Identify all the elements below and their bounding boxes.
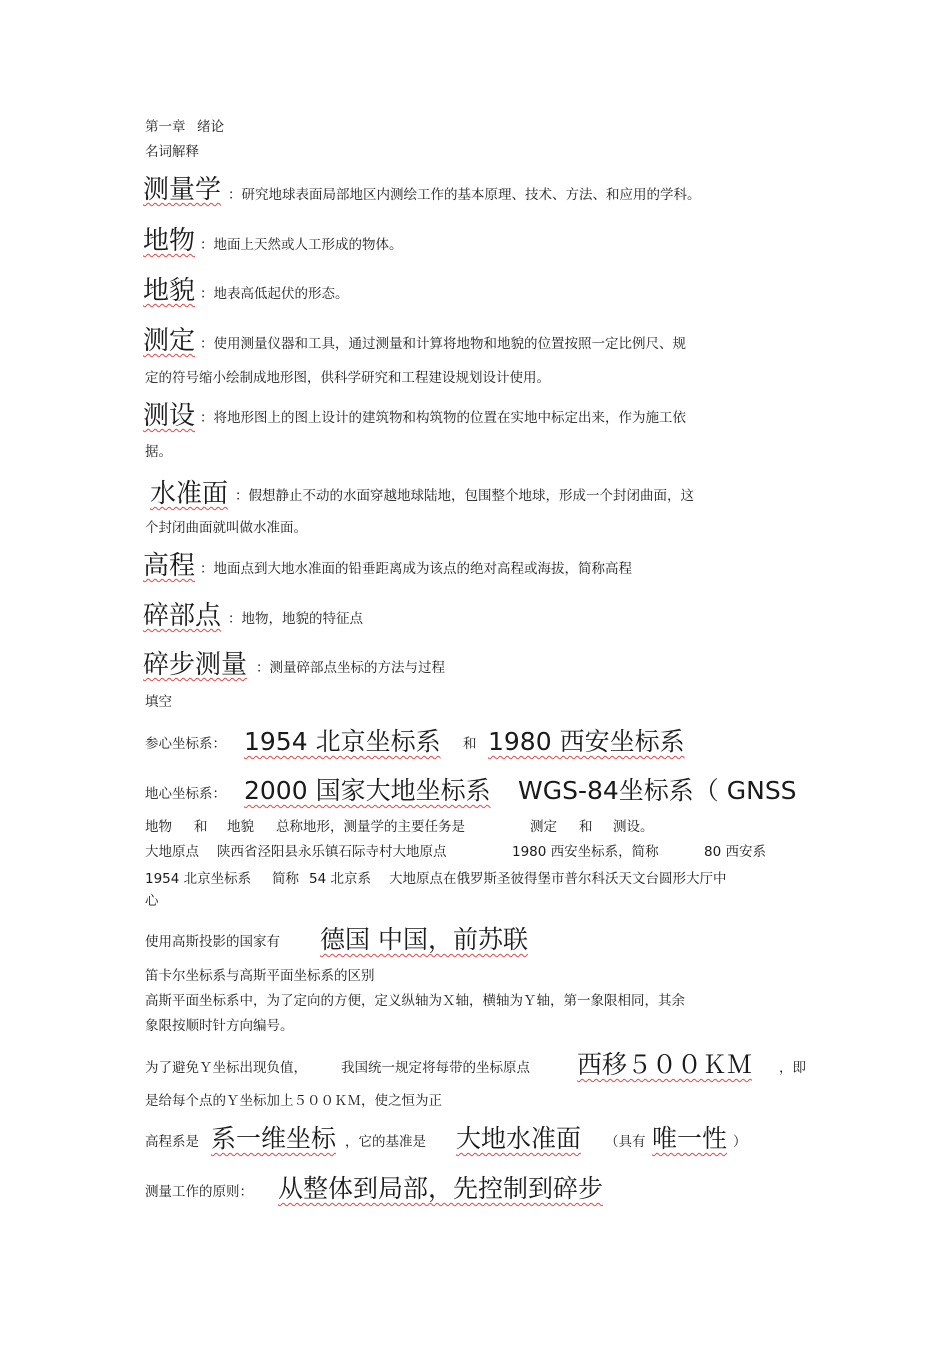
diff-text-2: 象限按顺时针方向编号。 (145, 1018, 294, 1034)
height-datum-label: ，它的基准是 (345, 1134, 426, 1150)
geo-coord-answer-2: WGS-84坐标系（ GNSS (518, 776, 797, 805)
fill-measure: 测定 (530, 819, 557, 835)
def-elevation: ：地面点到大地水准面的铅垂距离成为该点的绝对高程或海拔，简称高程 (200, 561, 632, 577)
chapter-number: 第一章 (145, 119, 186, 135)
beijing-short: 54 北京系 (309, 871, 371, 887)
principle-answer: 从整体到局部，先控制到碎步 (278, 1174, 604, 1203)
height-datum-answer: 大地水准面 (456, 1124, 582, 1153)
def-detail-survey: ：测量碎部点坐标的方法与过程 (256, 660, 445, 676)
datum-location: 陕西省泾阳县永乐镇石际寺村大地原点 (217, 844, 447, 860)
y-offset-text-2: 是给每个点的Ｙ坐标加上５００ＫＭ，使之恒为正 (145, 1093, 442, 1109)
def-level-surface-cont: 个封闭曲面就叫做水准面。 (145, 520, 307, 536)
term-level-surface: 水准面 (150, 479, 229, 509)
def-measure: ：使用测量仪器和工具，通过测量和计算将地物和地貌的位置按照一定比例尺、规 (200, 336, 686, 352)
fill-landform: 地貌 (227, 819, 254, 835)
term-setout: 测设 (143, 401, 196, 431)
def-level-surface: ：假想静止不动的水面穿越地球陆地，包围整个地球，形成一个封闭曲面，这 (235, 488, 694, 504)
geo-coord-answer-1: 2000 国家大地坐标系 (244, 776, 491, 805)
ref-coord-answer-2: 1980 西安坐标系 (488, 727, 685, 756)
beijing-datum-cont: 心 (145, 893, 159, 909)
uniqueness-close: ） (733, 1134, 747, 1150)
term-feature: 地物 (143, 226, 196, 256)
ref-coord-label: 参心坐标系： (145, 736, 226, 752)
xian-short: 80 西安系 (704, 844, 766, 860)
term-detail-survey: 碎步测量 (143, 650, 248, 680)
datum-label: 大地原点 (145, 844, 199, 860)
beijing-system: 1954 北京坐标系 (145, 871, 252, 887)
def-detail-point: ：地物，地貌的特征点 (228, 611, 363, 627)
def-feature: ：地面上天然或人工形成的物体。 (200, 237, 403, 253)
def-landform: ：地表高低起伏的形态。 (200, 286, 349, 302)
section-heading-fill: 填空 (145, 694, 172, 710)
fill-setout: 测设。 (613, 819, 654, 835)
term-elevation: 高程 (143, 551, 196, 581)
fill-and-1: 和 (194, 819, 208, 835)
gauss-label: 使用高斯投影的国家有 (145, 934, 280, 950)
fill-task-text: 总称地形，测量学的主要任务是 (276, 819, 465, 835)
uniqueness-label: （具有 (605, 1134, 646, 1150)
height-system-label: 高程系是 (145, 1134, 199, 1150)
def-measure-cont: 定的符号缩小绘制成地形图，供科学研究和工程建设规划设计使用。 (145, 370, 550, 386)
fill-and-2: 和 (579, 819, 593, 835)
xian-system: 1980 西安坐标系，简称 (512, 844, 659, 860)
def-surveying: ：研究地球表面局部地区内测绘工作的基本原理、技术、方法、和应用的学科。 (228, 187, 701, 203)
y-offset-answer: 西移５００ＫＭ (577, 1050, 753, 1079)
y-offset-text-a: 为了避免Ｙ坐标出现负值， (145, 1060, 307, 1076)
section-heading-terms: 名词解释 (145, 144, 199, 160)
diff-title: 笛卡尔坐标系与高斯平面坐标系的区别 (145, 968, 375, 984)
ref-coord-answer-1: 1954 北京坐标系 (244, 727, 441, 756)
y-offset-text-b: 我国统一规定将每带的坐标原点 (341, 1060, 530, 1076)
y-offset-text-c: ，即 (779, 1060, 806, 1076)
gauss-answer: 德国 中国，前苏联 (320, 925, 528, 954)
height-system-answer: 系一维坐标 (211, 1124, 337, 1153)
term-detail-point: 碎部点 (143, 601, 222, 631)
beijing-datum: 大地原点在俄罗斯圣彼得堡市普尔科沃天文台圆形大厅中 (389, 871, 727, 887)
ref-coord-and: 和 (463, 736, 477, 752)
term-surveying: 测量学 (143, 175, 222, 205)
term-landform: 地貌 (143, 276, 196, 306)
principle-label: 测量工作的原则： (145, 1184, 253, 1200)
uniqueness-answer: 唯一性 (652, 1124, 728, 1153)
fill-feature: 地物 (145, 819, 172, 835)
chapter-title: 绪论 (197, 119, 224, 135)
def-setout-cont: 据。 (145, 444, 172, 460)
beijing-short-label: 简称 (272, 871, 299, 887)
term-measure: 测定 (143, 326, 196, 356)
diff-text-1: 高斯平面坐标系中，为了定向的方便，定义纵轴为Ｘ轴，横轴为Ｙ轴，第一象限相同，其余 (145, 993, 685, 1009)
geo-coord-label: 地心坐标系： (145, 786, 226, 802)
def-setout: ：将地形图上的图上设计的建筑物和构筑物的位置在实地中标定出来，作为施工依 (200, 410, 686, 426)
